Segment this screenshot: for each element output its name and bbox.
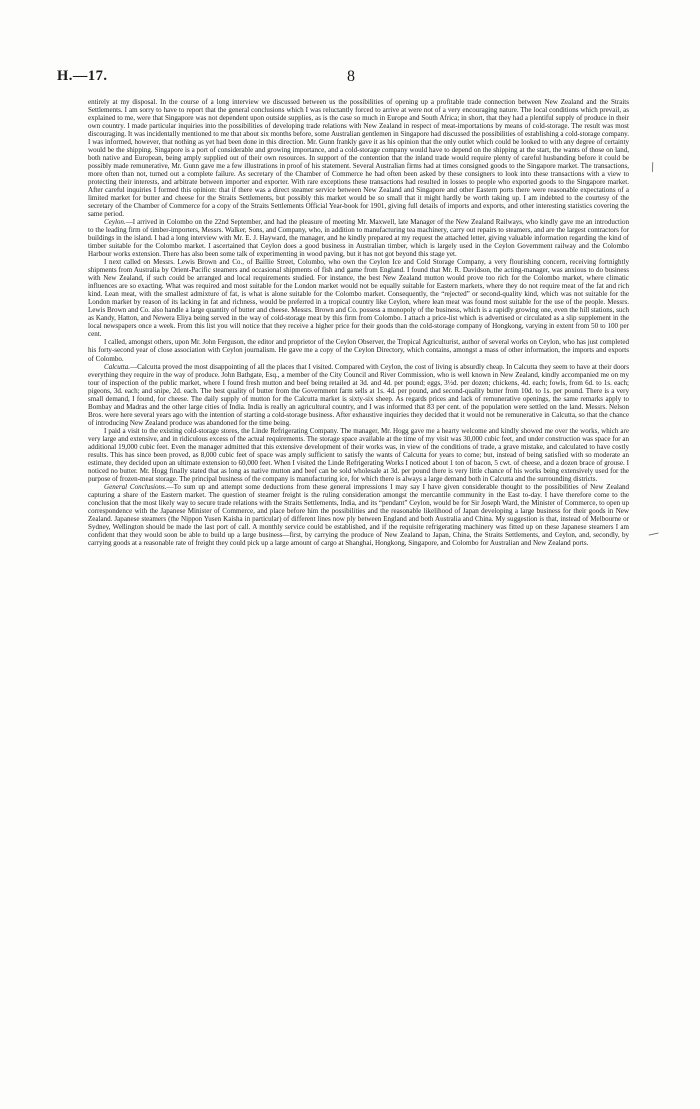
section-heading-calcutta: Calcutta. — [104, 362, 131, 371]
paragraph-cold-storage-colombo: I next called on Messrs. Lewis Brown and Co., of Baillie Street, Colombo, who own the Ceylon Ice and Cold Storage Company, a very flourishing concern, receiving fortnightly shipments from Australia by Orient-Pacific steamers and occasional shipments of fish and game from England. I found that Mr. R. Davidson, the acting-manager, was anxious to do business with New Zealand, if such could be arranged and local requirements studied. For instance, the best New Zealand mutton would prove too rich for the Colombo market, where climatic influences are so exacting. What was required and most suitable for the London market would not be equally suitable for Eastern markets, where they do not require meat of the fat and rich kind. Lean meat, with the smallest admixture of fat, is what is alone suitable for the Colombo market. Consequently, the “rejected” or second-quality kind, which was not suitable for the London market by reason of its lacking in fat and richness, would be preferred in a tropical country like Ceylon, where lean meat was found most suitable for the use of the people. Messrs. Lewis Brown and Co. also handle a large quantity of butter and cheese. Messrs. Brown and Co. possess a monopoly of the business, which is a rapidly growing one, even the hill stations, such as Kandy, Hatton, and Newera Eliya being served in the way of cold-storage meat by this firm from Colombo. I attach a price-list which is advertised or circulated as a slip supplement in the local newspapers once a week. From this list you will notice that they receive a higher price for their goods than the cold-storage company of Hongkong, varying in extent from 50 to 100 per cent. — [88, 258, 629, 339]
section-heading-ceylon: Ceylon. — [104, 218, 126, 227]
paragraph-general-conclusions: General Conclusions.—To sum up and attempt some deductions from these general impressions I may say I have given considerable thought to the possibilities of New Zealand capturing a share of the Eastern market. The question of steamer freight is the ruling consideration amongst the mercantile community in the East to-day. I have therefore come to the conclusion that the most likely way to secure trade relations with the Straits Settlements, India, and its “pendant” Ceylon, would be for Sir Joseph Ward, the Minister of Commerce, to open up correspondence with the Japanese Minister of Commerce, and place before him the possibilities and the reasonable likelihood of Japan developing a large business for their goods in New Zealand. Japanese steamers (the Nippon Yusen Kaisha in particular) of different lines now ply between England and both Australia and China. My suggestion is that, instead of Melbourne or Sydney, Wellington should be made the last port of call. A monthly service could be established, and if the requisite refrigerating machinery was fitted up on these Japanese steamers I am confident that they would soon be able to build up a large business—first, by carrying the produce of New Zealand to Japan, China, the Straits Settlements, and Ceylon, and, secondly, by carrying goods at a reasonable rate of freight they could pick up a large amount of cargo at Shanghai, Hongkong, Singapore, and Colombo for Australian and New Zealand ports. — [88, 482, 629, 547]
section-heading-general-conclusions: General Conclusions. — [104, 482, 167, 491]
paragraph-ferguson: I called, amongst others, upon Mr. John Ferguson, the editor and proprietor of the Ceylon Observer, the Tropical Agriculturist, author of several works on Ceylon, who has just completed his forty-second year of close association with Ceylon journalism. He gave me a copy of the Ceylon Directory, which contains, amongst a mass of other information, the imports and exports of Colombo. — [88, 338, 629, 363]
margin-pencil-mark: ⁄ — [648, 161, 657, 174]
body-text — [88, 98, 629, 547]
document-reference: H.—17. — [57, 68, 108, 84]
page-header — [57, 68, 657, 88]
margin-pencil-mark: — — [646, 525, 661, 542]
paragraph-singapore: entirely at my disposal. In the course of a long interview we discussed between us the possibilities of opening up a profitable trade connection between New Zealand and the Straits Settlements. I am sorry to have to report that the general conclusions which I was reluctantly forced to arrive at were not of a very encouraging nature. The local conditions which prevail, as explained to me, were that Singapore was not dependent upon outside supplies, as is the case so much in Europe and South Africa; in short, that they had a plentiful supply of produce in their own country. I made particular inquiries into the possibilities of developing trade relations with New Zealand in respect of meat-importations by means of cold-storage. The result was most discouraging. It was incidentally mentioned to me that about six months before, some Australian gentlemen in Singapore had discussed the possibilities of establishing a cold-storage company. I was informed, however, that nothing as yet had been done in this direction. Mr. Gunn frankly gave it as his opinion that the only outlet which could be looked to with any degree of certainty would be the shipping. Singapore is a port of considerable and growing importance, and a cold-storage company would have to depend on the shipping at the start, the wants of those on land, both native and European, being amply supplied out of their own resources. In support of the contention that the inland trade would require plenty of careful husbanding before it could be possibly made remunerative, Mr. Gunn gave me a few illustrations in proof of his statement. Several Australian firms had at times consigned goods to the Singapore market. The transactions, more often than not, turned out a complete failure. As secretary of the Chamber of Commerce he had often been asked by these consigners to look into these transactions with a view to protecting their interests, and arbitrate between importer and exporter. With rare exceptions these transactions had resulted in losses to people who exported goods to the Singapore market. After careful inquiries I formed this opinion: that if there was a direct steamer service between New Zealand and Singapore and other Eastern ports there were reasonable expectations of a limited market for butter and cheese for the Straits Settlements, but possibly this market would be so small that it might hardly be worth taking up. I am indebted to the courtesy of the secretary of the Chamber of Commerce for a copy of the Straits Settlements Official Year-book for 1901, giving full details of imports and exports, and other interesting statistics covering the same period. — [88, 98, 629, 219]
paragraph-calcutta: Calcutta.—Calcutta proved the most disappointing of all the places that I visited. Compared with Ceylon, the cost of living is absurdly cheap. In Calcutta they seem to have at their doors everything they require in the way of produce. John Bathgate, Esq., a member of the City Council and River Commission, who is well known in New Zealand, kindly accompanied me on my tour of inspection of the public market, where I found fresh mutton and beef being retailed at 3d. and 4d. per pound; eggs, 3½d. per dozen; chickens, 4d. each; fowls, from 6d. to 1s. each; pigeons, 3d. each; and snipe, 2d. each. The best quality of butter from the Government farm sells at 1s. 4d. per pound, and second-quality butter from 10d. to 1s. per pound. There is a very small demand, I found, for cheese. The daily supply of mutton for the Calcutta market is sixty-six sheep. As regards prices and lack of remunerative openings, the same remarks apply to Bombay and Madras and the other large cities of India. India is really an agricultural country, and I was informed that 83 per cent. of the population were settled on the land. Messrs. Nelson Bros. were here several years ago with the intention of starting a cold-storage business. After exhaustive inquiries they decided that it would not be remunerative in Calcutta, so that the chance of introducing New Zealand produce was abandoned for the time being. — [88, 362, 629, 427]
paragraph-ceylon: Ceylon.—I arrived in Colombo on the 22nd September, and had the pleasure of meeting Mr. Maxwell, late Manager of the New Zealand Railways, who kindly gave me an introduction to the leading firm of timber-importers, Messrs. Walker, Sons, and Company, who, in addition to manufacturing tea machinery, carry out repairs to steamers, and are the largest contractors for buildings in the island. I had a long interview with Mr. E. J. Hayward, the manager, and he kindly prepared at my request the attached letter, giving valuable information regarding the kind of timber suitable for the Colombo market. I ascertained that Ceylon does a good business in Australian timber, which is largely used in the Ceylon Government railway and the Colombo Harbour works extension. There has also been some talk of experimenting in wood paving, but it has not got beyond this stage yet. — [88, 218, 629, 259]
paragraph-linde: I paid a visit to the existing cold-storage stores, the Linde Refrigerating Company. The manager, Mr. Hogg gave me a hearty welcome and kindly showed me over the works, which are very large and extensive, and in ridiculous excess of the actual requirements. The storage space available at the time of my visit was 30,000 cubic feet, and under construction was space for an additional 19,000 cubic feet. Even the manager admitted that this extensive development of their works was, in view of the conditions of trade, a grave mistake, and calculated to have costly results. This has since been proved, as 8,000 cubic feet of space was amply sufficient to satisfy the wants of Calcutta for years to come; but, instead of being satisfied with so moderate an estimate, they decided upon an ultimate extension to 60,000 feet. When I visited the Linde Refrigerating Works I noticed about 1 ton of bacon, 5 cwt. of cheese, and a dozen brace of grouse. I noticed no butter. Mr. Hogg finally stated that as long as native mutton and beef can be sold wholesale at 3d. per pound there is very little chance of his works being extensively used for the purpose of frozen-meat storage. The principal business of the company is manufacturing ice, for which there is always a large demand both in Calcutta and the surrounding districts. — [88, 426, 629, 483]
page-number: 8 — [347, 68, 355, 85]
